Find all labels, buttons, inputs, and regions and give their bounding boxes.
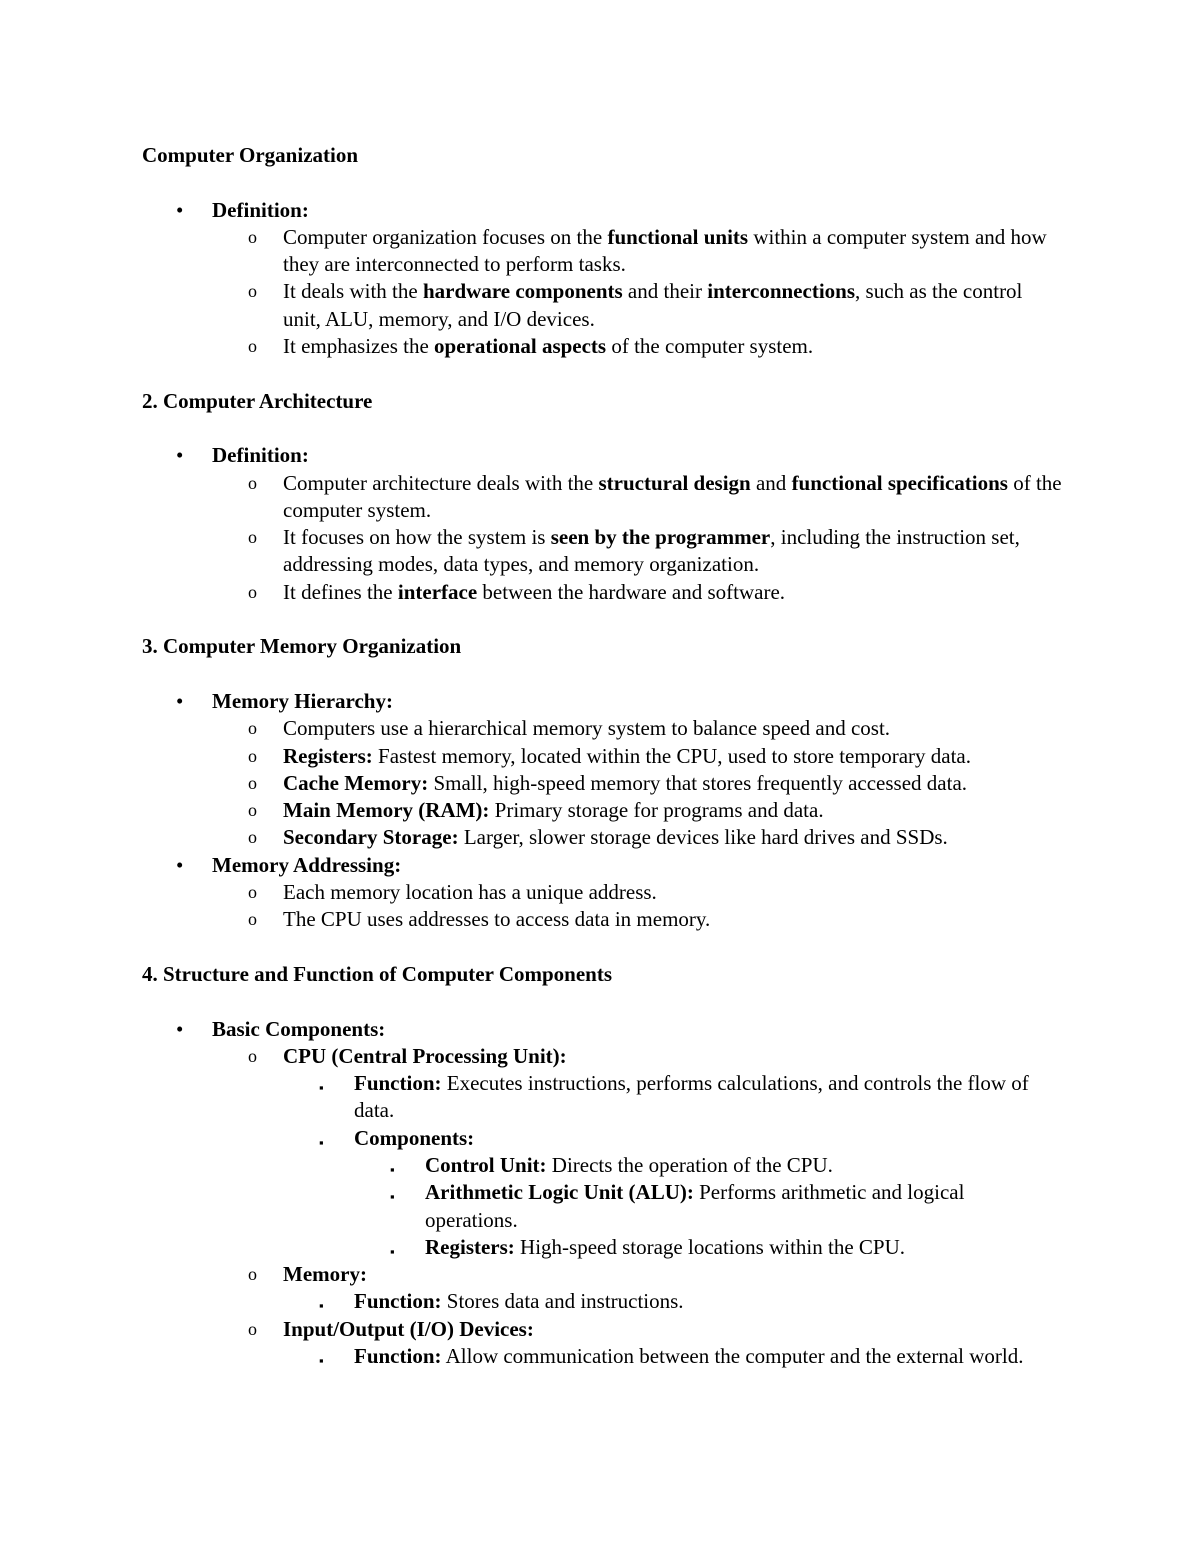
body-text: It defines the bbox=[283, 579, 398, 604]
bullet-square-icon: ▪ bbox=[390, 1161, 395, 1177]
bullet-list bbox=[142, 197, 1062, 361]
bullet-circle-icon: o bbox=[248, 827, 257, 848]
section-heading: 4. Structure and Function of Computer Components bbox=[142, 961, 612, 986]
bold-text: Memory: bbox=[283, 1262, 367, 1287]
list-item bbox=[142, 770, 1062, 797]
list-item bbox=[142, 1179, 1062, 1234]
body-text: It emphasizes the bbox=[283, 334, 435, 359]
list-item bbox=[142, 470, 1062, 525]
bold-text: functional specifications bbox=[791, 470, 1008, 495]
bold-text: Arithmetic Logic Unit (ALU): bbox=[425, 1180, 694, 1205]
list-item bbox=[142, 1016, 1062, 1043]
list-item bbox=[142, 1043, 1062, 1070]
body-text: , such as the control unit, ALU, memory, and I/O devices. bbox=[283, 279, 1023, 331]
list-item bbox=[142, 1234, 1062, 1261]
bullet-circle-icon: o bbox=[248, 1318, 257, 1339]
bullet-square-icon: ▪ bbox=[319, 1080, 324, 1096]
bullet-square-icon: ▪ bbox=[319, 1134, 324, 1150]
document-body bbox=[142, 142, 1062, 1370]
bullet-circle-icon: o bbox=[248, 1045, 257, 1066]
section-spacer bbox=[142, 415, 1062, 442]
body-text: Computers use a hierarchical memory system to balance speed and cost. bbox=[283, 716, 891, 741]
body-text: Executes instructions, performs calculations, and controls the flow of data. bbox=[354, 1071, 1029, 1123]
bullet-circle-icon: o bbox=[248, 226, 257, 247]
list-item bbox=[142, 224, 1062, 279]
bold-text: Registers: bbox=[425, 1234, 515, 1259]
bullet-list bbox=[142, 442, 1062, 606]
list-item bbox=[142, 852, 1062, 879]
bold-text: operational aspects bbox=[434, 334, 607, 359]
list-item bbox=[142, 524, 1062, 579]
list-item bbox=[142, 1125, 1062, 1152]
bold-text: Definition: bbox=[212, 197, 309, 222]
body-text: Allow communication between the computer and the external world. bbox=[441, 1344, 1024, 1369]
body-text: Performs arithmetic and logical operations. bbox=[425, 1180, 965, 1232]
bullet-circle-icon: o bbox=[248, 472, 257, 493]
bold-text: Function: bbox=[354, 1344, 442, 1369]
section-spacer bbox=[142, 169, 1062, 196]
list-item bbox=[142, 1288, 1062, 1315]
bullet-circle-icon: o bbox=[248, 281, 257, 302]
body-text: Primary storage for programs and data. bbox=[489, 798, 824, 823]
body-text: of the computer system. bbox=[283, 470, 1062, 522]
section-spacer bbox=[142, 360, 1062, 387]
bullet-square-icon: ▪ bbox=[319, 1298, 324, 1314]
bold-text: Memory Addressing: bbox=[212, 852, 402, 877]
body-text: within a computer system and how they are interconnected to perform tasks. bbox=[283, 224, 1047, 277]
body-text: It deals with the bbox=[283, 279, 423, 304]
bullet-circle-icon: o bbox=[248, 800, 257, 821]
list-item bbox=[142, 715, 1062, 742]
bold-text: Function: bbox=[354, 1071, 442, 1096]
bullet-circle-icon: o bbox=[248, 909, 257, 930]
list-item bbox=[142, 1152, 1062, 1179]
bold-text: Registers: bbox=[283, 743, 373, 768]
body-text: Directs the operation of the CPU. bbox=[546, 1152, 833, 1177]
body-text: Computer architecture deals with the bbox=[283, 470, 599, 495]
bullet-disc-icon: • bbox=[176, 1016, 184, 1041]
bullet-list bbox=[142, 1016, 1062, 1371]
body-text: Fastest memory, located within the CPU, used to store temporary data. bbox=[372, 743, 971, 768]
section-heading: 2. Computer Architecture bbox=[142, 388, 373, 413]
list-item bbox=[142, 197, 1062, 224]
bold-text: structural design bbox=[598, 470, 751, 495]
list-item bbox=[142, 906, 1062, 933]
bullet-square-icon: ▪ bbox=[390, 1243, 395, 1259]
bullet-disc-icon: • bbox=[176, 443, 184, 468]
bullet-circle-icon: o bbox=[248, 882, 257, 903]
bold-text: interface bbox=[397, 579, 478, 604]
bullet-disc-icon: • bbox=[176, 197, 184, 222]
bold-text: Function: bbox=[354, 1289, 442, 1314]
section-spacer bbox=[142, 606, 1062, 633]
bold-text: Main Memory (RAM): bbox=[283, 798, 490, 823]
body-text: of the computer system. bbox=[606, 334, 814, 359]
list-item bbox=[142, 278, 1062, 333]
bold-text: Control Unit: bbox=[425, 1152, 547, 1177]
bullet-circle-icon: o bbox=[248, 772, 257, 793]
bullet-square-icon: ▪ bbox=[319, 1353, 324, 1369]
list-item bbox=[142, 579, 1062, 606]
list-item bbox=[142, 879, 1062, 906]
bold-text: Memory Hierarchy: bbox=[212, 688, 393, 713]
body-text: Stores data and instructions. bbox=[441, 1289, 684, 1314]
body-text: and bbox=[750, 470, 792, 495]
list-item bbox=[142, 824, 1062, 851]
list-item bbox=[142, 1261, 1062, 1288]
body-text: The CPU uses addresses to access data in memory. bbox=[283, 907, 711, 932]
bold-text: hardware components bbox=[422, 279, 623, 304]
bold-text: seen by the programmer bbox=[550, 525, 771, 550]
section-spacer bbox=[142, 988, 1062, 1015]
body-text: and their bbox=[622, 279, 708, 304]
body-text: Larger, slower storage devices like hard drives and SSDs. bbox=[458, 825, 948, 850]
section-spacer bbox=[142, 661, 1062, 688]
list-item bbox=[142, 333, 1062, 360]
bullet-circle-icon: o bbox=[248, 718, 257, 739]
bold-text: CPU (Central Processing Unit): bbox=[283, 1043, 567, 1068]
body-text: High-speed storage locations within the CPU. bbox=[514, 1234, 905, 1259]
bold-text: Definition: bbox=[212, 443, 309, 468]
body-text: , including the instruction set, addressing modes, data types, and memory organization. bbox=[283, 525, 1020, 577]
list-item bbox=[142, 688, 1062, 715]
list-item bbox=[142, 1343, 1062, 1370]
bullet-disc-icon: • bbox=[176, 852, 184, 877]
bullet-circle-icon: o bbox=[248, 1264, 257, 1285]
body-text: Each memory location has a unique address. bbox=[283, 880, 657, 905]
body-text: Small, high-speed memory that stores frequently accessed data. bbox=[428, 770, 968, 795]
section-heading: 3. Computer Memory Organization bbox=[142, 634, 462, 659]
list-item bbox=[142, 797, 1062, 824]
list-item bbox=[142, 743, 1062, 770]
bullet-circle-icon: o bbox=[248, 581, 257, 602]
bold-text: interconnections bbox=[707, 279, 856, 304]
list-item bbox=[142, 442, 1062, 469]
bold-text: functional units bbox=[607, 224, 749, 249]
bullet-circle-icon: o bbox=[248, 745, 257, 766]
bold-text: Components: bbox=[354, 1125, 475, 1150]
section-spacer bbox=[142, 934, 1062, 961]
bullet-disc-icon: • bbox=[176, 688, 184, 713]
body-text: It focuses on how the system is bbox=[283, 525, 551, 550]
bullet-circle-icon: o bbox=[248, 336, 257, 357]
list-item bbox=[142, 1316, 1062, 1343]
bold-text: Cache Memory: bbox=[283, 770, 429, 795]
bold-text: Input/Output (I/O) Devices: bbox=[283, 1316, 534, 1341]
bullet-circle-icon: o bbox=[248, 527, 257, 548]
bold-text: Secondary Storage: bbox=[283, 825, 459, 850]
list-item bbox=[142, 1070, 1062, 1125]
section-heading: Computer Organization bbox=[142, 143, 359, 167]
body-text: between the hardware and software. bbox=[477, 579, 786, 604]
bullet-square-icon: ▪ bbox=[390, 1189, 395, 1205]
bullet-list bbox=[142, 688, 1062, 934]
body-text: Computer organization focuses on the bbox=[283, 224, 608, 249]
bold-text: Basic Components: bbox=[212, 1016, 386, 1041]
